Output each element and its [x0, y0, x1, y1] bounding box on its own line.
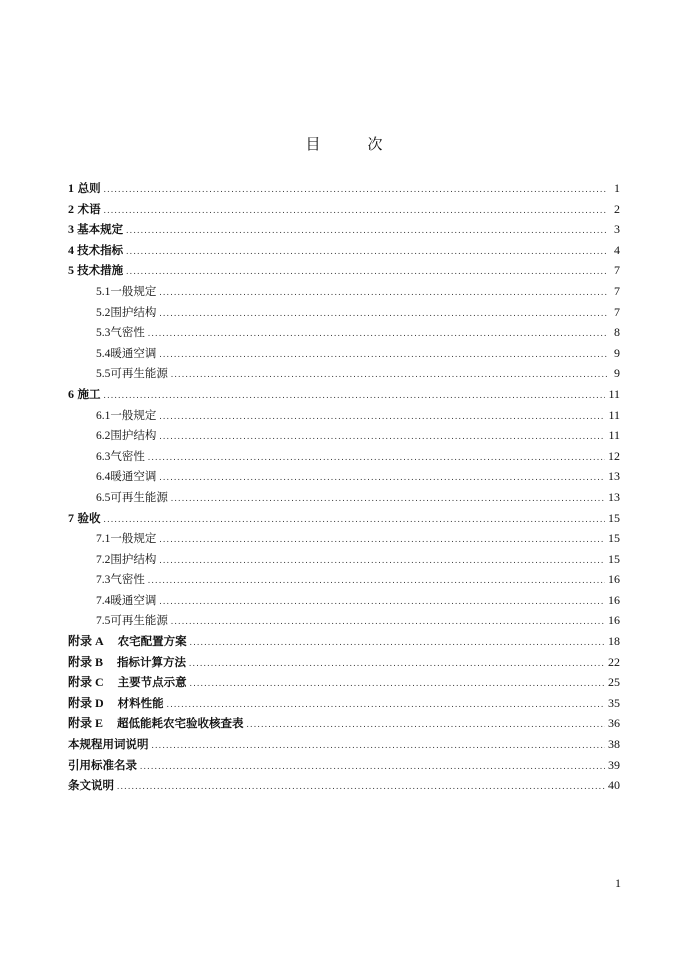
toc-entry-label: 一般规定: [110, 531, 157, 546]
toc-entry[interactable]: [68, 672, 620, 693]
toc-entry-number: 7.3: [96, 574, 111, 587]
toc-entry-number: 附录 B: [68, 654, 104, 669]
toc-entry-number: 6.1: [96, 409, 111, 422]
toc-entry-page: 25: [608, 675, 620, 690]
toc-entry-label: 可再生能源: [110, 366, 168, 381]
toc-entry-page: 2: [614, 201, 620, 216]
toc-entry-label: 材料性能: [117, 695, 164, 710]
toc-entry[interactable]: [68, 343, 620, 364]
dot-leader: [104, 509, 605, 530]
toc-entry-page: 22: [608, 654, 620, 669]
toc-entry[interactable]: [68, 631, 620, 652]
toc-entry-number: 5.3: [96, 327, 111, 340]
toc-entry-label: 围护结构: [110, 304, 157, 319]
toc-entry-number: 5.5: [96, 368, 111, 381]
toc-entry-number: 附录 C: [68, 675, 104, 690]
toc-entry[interactable]: [68, 610, 620, 631]
toc-entry[interactable]: [68, 363, 620, 384]
dot-leader: [140, 756, 605, 777]
toc-entry-number: 5.2: [96, 306, 111, 319]
toc-entry-label: 围护结构: [110, 428, 157, 443]
toc-entry-label: 本规程用词说明: [68, 737, 149, 752]
toc-entry-label: 超低能耗农宅验收核查表: [117, 716, 244, 731]
toc-entry-label: 暖通空调: [110, 592, 157, 607]
toc-entry-page: 7: [614, 304, 620, 319]
toc-entry[interactable]: [68, 425, 620, 446]
toc-entry-page: 40: [608, 778, 620, 793]
footer-page-number: 1: [615, 876, 621, 890]
dot-leader: [126, 220, 607, 241]
toc-entry-label: 验收: [77, 510, 101, 525]
toc-entry[interactable]: [68, 713, 620, 734]
toc-entry[interactable]: [68, 281, 620, 302]
toc-entry-number: 7.4: [96, 594, 111, 607]
toc-entry-label: 可再生能源: [110, 489, 168, 504]
toc-entry-label: 技术指标: [77, 242, 124, 257]
dot-leader: [159, 282, 607, 303]
toc-entry-label: 暖通空调: [110, 345, 157, 360]
toc-entry-number: 6.4: [96, 471, 111, 484]
toc-entry-page: 12: [608, 448, 620, 463]
toc-entry-number: 7: [68, 510, 74, 525]
dot-leader: [159, 591, 605, 612]
toc-entry-label: 主要节点示意: [117, 675, 187, 690]
toc-entry-label: 一般规定: [110, 407, 157, 422]
toc-entry-page: 35: [608, 695, 620, 710]
toc-entry-number: 7.5: [96, 615, 111, 628]
toc-entry-number: 6: [68, 386, 74, 401]
toc-title: 目 次: [305, 135, 399, 153]
dot-leader: [171, 488, 605, 509]
dot-leader: [171, 611, 605, 632]
toc-entry-number: 5: [68, 263, 74, 278]
dot-leader: [104, 179, 607, 200]
dot-leader: [167, 694, 605, 715]
dot-leader: [247, 714, 605, 735]
dot-leader: [104, 200, 607, 221]
toc-entry[interactable]: [68, 734, 620, 755]
toc-entry-number: 7.2: [96, 553, 111, 566]
dot-leader: [148, 570, 605, 591]
dot-leader: [159, 303, 607, 324]
toc-entry-page: 11: [608, 407, 620, 422]
toc-entry-page: 16: [608, 613, 620, 628]
toc-entry-page: 8: [614, 325, 620, 340]
toc-entry[interactable]: [68, 405, 620, 426]
toc-entry-number: 2: [68, 201, 74, 216]
toc-entry-number: 附录 E: [68, 716, 104, 731]
dot-leader: [159, 550, 605, 571]
toc-entry-number: 1: [68, 181, 74, 195]
toc-entry-label: 农宅配置方案: [117, 634, 187, 649]
toc-entry[interactable]: [68, 384, 620, 405]
toc-entry-number: 4: [68, 242, 74, 257]
toc-entry-label: 气密性: [110, 448, 145, 463]
dot-leader: [104, 385, 606, 406]
dot-leader: [159, 406, 605, 427]
toc-entry-label: 总则: [77, 181, 101, 195]
toc-entry[interactable]: [68, 487, 620, 508]
dot-leader: [189, 653, 605, 674]
dot-leader: [190, 673, 605, 694]
toc-entry-page: 15: [608, 510, 620, 525]
toc-entry-page: 3: [614, 222, 620, 237]
toc-entry-page: 7: [614, 283, 620, 298]
toc-entry-page: 11: [608, 386, 620, 401]
toc-entry-label: 引用标准名录: [68, 757, 137, 772]
toc-entry-number: 3: [68, 222, 74, 237]
toc-entry[interactable]: [68, 528, 620, 549]
toc-entry-page: 18: [608, 634, 620, 649]
dot-leader: [159, 529, 605, 550]
toc-entry-number: 6.5: [96, 491, 111, 504]
toc-entry-page: 1: [614, 181, 620, 195]
dot-leader: [159, 344, 607, 365]
toc-entry-page: 36: [608, 716, 620, 731]
toc-entry-label: 指标计算方法: [117, 654, 187, 669]
toc-entry-page: 13: [608, 469, 620, 484]
toc-entry-number: 6.3: [96, 450, 111, 463]
toc-entry-page: 15: [608, 531, 620, 546]
toc-entry-number: 5.4: [96, 347, 111, 360]
toc-entry[interactable]: [68, 569, 620, 590]
toc-entry[interactable]: [68, 446, 620, 467]
toc-entry-page: 13: [608, 489, 620, 504]
toc-entry-page: 39: [608, 757, 620, 772]
dot-leader: [152, 735, 606, 756]
toc-entry-page: 9: [614, 345, 620, 360]
toc-entry[interactable]: [68, 302, 620, 323]
toc-entry-page: 4: [614, 242, 620, 257]
toc-entry-page: 7: [614, 263, 620, 278]
toc-entry[interactable]: [68, 219, 620, 240]
toc-entry-page: 38: [608, 737, 620, 752]
toc-entry-page: 11: [608, 428, 620, 443]
dot-leader: [148, 447, 605, 468]
toc-entry-label: 一般规定: [110, 283, 157, 298]
toc-entry-page: 16: [608, 592, 620, 607]
toc-entry-label: 气密性: [110, 572, 145, 587]
toc-entry[interactable]: [68, 466, 620, 487]
toc-entry[interactable]: [68, 199, 620, 220]
table-of-contents: [68, 178, 620, 796]
dot-leader: [159, 426, 605, 447]
toc-entry-page: 16: [608, 572, 620, 587]
toc-entry[interactable]: [68, 549, 620, 570]
toc-entry-number: 6.2: [96, 430, 111, 443]
toc-entry-label: 施工: [77, 386, 101, 401]
dot-leader: [171, 364, 607, 385]
toc-entry[interactable]: [68, 508, 620, 529]
toc-entry-label: 围护结构: [110, 551, 157, 566]
toc-entry-number: 附录 A: [68, 634, 104, 649]
toc-entry[interactable]: [68, 260, 620, 281]
dot-leader: [126, 241, 607, 262]
toc-entry[interactable]: [68, 322, 620, 343]
toc-entry-page: 9: [614, 366, 620, 381]
dot-leader: [159, 467, 605, 488]
toc-entry-label: 可再生能源: [110, 613, 168, 628]
toc-entry[interactable]: [68, 590, 620, 611]
toc-entry[interactable]: [68, 693, 620, 714]
toc-entry-label: 基本规定: [77, 222, 124, 237]
toc-entry[interactable]: [68, 755, 620, 776]
toc-entry-label: 暖通空调: [110, 469, 157, 484]
toc-entry-label: 条文说明: [68, 778, 114, 793]
dot-leader: [148, 323, 607, 344]
toc-entry-page: 15: [608, 551, 620, 566]
toc-entry[interactable]: [68, 178, 620, 199]
dot-leader: [126, 261, 607, 282]
toc-entry-label: 术语: [77, 201, 101, 216]
toc-entry-number: 5.1: [96, 285, 111, 298]
toc-entry[interactable]: [68, 775, 620, 796]
toc-entry[interactable]: [68, 652, 620, 673]
dot-leader: [117, 776, 605, 797]
toc-entry-label: 技术措施: [77, 263, 124, 278]
toc-entry-number: 附录 D: [68, 695, 104, 710]
toc-entry-number: 7.1: [96, 533, 111, 546]
toc-entry-label: 气密性: [110, 325, 145, 340]
toc-entry[interactable]: [68, 240, 620, 261]
dot-leader: [190, 632, 605, 653]
